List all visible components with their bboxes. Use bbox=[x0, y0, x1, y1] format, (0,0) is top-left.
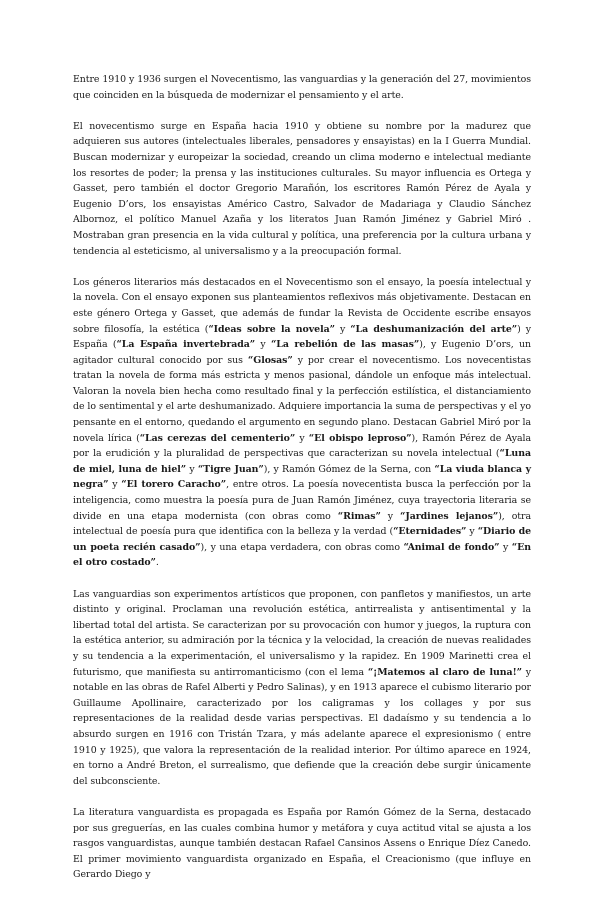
text-run: ), y Eugenio D’ors, un agitador cultural conocido por sus bbox=[73, 339, 531, 366]
text-run: Los géneros literarios más destacados en el Novecentismo son el ensayo, la poesía intelectual y la novela. Con el ensayo exponen sus planteamientos reflexivos más objetivamente. Destacan en este género Ortega y Gasset, que además de fundar la Revista de Occidente escribe ensayos sobre filosofía, la estética ( bbox=[73, 276, 531, 335]
bold-title: “¡Matemos al claro de luna!” bbox=[367, 666, 522, 678]
text-run: y bbox=[186, 463, 198, 475]
bold-title: “La España invertebrada” bbox=[116, 339, 256, 351]
paragraph-generos-literarios bbox=[73, 275, 531, 571]
bold-title: “La rebelión de las masas” bbox=[270, 339, 420, 351]
bold-title: “Jardines lejanos” bbox=[400, 510, 499, 522]
text-run: y bbox=[108, 479, 122, 491]
paragraph-novecentismo bbox=[73, 119, 531, 259]
text-run: ) y España ( bbox=[73, 323, 531, 351]
text-run: ), otra intelectual de poesía pura que identifica con la belleza y la verdad ( bbox=[73, 510, 531, 538]
text-run: y bbox=[255, 339, 271, 351]
bold-title: “Glosas” bbox=[247, 354, 293, 366]
text-run: ), y Ramón Gómez de la Serna, con bbox=[263, 463, 435, 475]
bold-title: “El torero Caracho” bbox=[121, 479, 227, 491]
bold-title: “Rimas” bbox=[337, 510, 381, 522]
document-body bbox=[73, 72, 531, 898]
text-run: y bbox=[380, 510, 401, 522]
text-run: El novecentismo surge en España hacia 1910 y obtiene su nombre por la madurez que adquieren sus autores (intelectuales liberales, pensadores y ensayistas) en la I Guerra Mundial. Buscan modernizar y europeizar la sociedad, creando un clima moderno e intelectual mediante los resortes de poder; la prensa y las instituciones culturales. Su mayor influencia es Ortega y Gasset, pero también el doctor Gregorio Marañón, los escritores Ramón Pérez de Ayala y Eugenio D’ors, los ensayistas Américo Castro, Salvador de Madariaga y Claudio Sánchez Albornoz, el político Manuel Azaña y los literatos Juan Ramón Jiménez y Gabriel Miró . Mostraban gran presencia en la vida cultural y política, una preferencia por la cultura urbana y tendencia al esteticismo, al universalismo y a la preocupación formal. bbox=[73, 120, 531, 257]
text-run: y por crear el novecentismo. Los novecentistas tratan la novela de forma más estricta y menos pasional, dándole un enfoque más intelectual. Valoran la novela bien hecha como resultado final y la perfección estilística, el distanciamiento de lo sentimental y el arte deshumanizado. Adquiere importancia la suma de perspectivas y el yo pensante en el entorno, quedando el argumento en segundo plano. Destacan Gabriel Miró por la novela lírica ( bbox=[73, 354, 531, 444]
text-run: ), y una etapa verdadera, con obras como bbox=[200, 541, 404, 553]
text-run: La literatura vanguardista es propagada es España por Ramón Gómez de la Serna, destacado por sus greguerías, en las cuales combina humor y metáfora y cuya actitud vital se ajusta a los rasgos vanguardistas, aunque también destacan Rafael Cansinos Assens o Enrique Díez Canedo. El primer movimiento vanguardista organizado en España, el Creacionismo (que influye en Gerardo Diego y bbox=[73, 806, 531, 881]
paragraph-literatura-vanguardista bbox=[73, 805, 531, 883]
bold-title: “Diario de un poeta recién casado” bbox=[73, 526, 532, 553]
text-run: , entre otros. La poesía novecentista busca la perfección por la inteligencia, como muestra la poesía pura de Juan Ramón Jiménez, cuya trayectoria literaria se divide en una etapa modernista (con obras como bbox=[73, 479, 531, 522]
text-run: y bbox=[466, 526, 478, 538]
paragraph-vanguardias bbox=[73, 587, 531, 790]
text-run: y bbox=[499, 541, 512, 553]
text-run: ), Ramón Pérez de Ayala por la erudición y la pluralidad de perspectivas que caracterizan su novela intelectual ( bbox=[73, 432, 531, 460]
text-run: y bbox=[334, 323, 351, 335]
bold-title: “Luna de miel, luna de hiel” bbox=[73, 448, 531, 475]
text-run: Entre 1910 y 1936 surgen el Novecentismo, las vanguardias y la generación del 27, movimientos que coinciden en la búsqueda de modernizar el pensamiento y el arte. bbox=[73, 74, 531, 101]
bold-title: “En el otro costado” bbox=[73, 541, 532, 569]
text-run: Las vanguardias son experimentos artísticos que proponen, con panfletos y manifiestos, un arte distinto y original. Proclaman una revolución estética, antirrealista y antisentimental y la libertad total del artista. Se caracterizan por su provocación con humor y juegos, la ruptura con la estética anterior, su admiración por la técnica y la velocidad, la creación de nuevas realidades y su tendencia a la experimentación, el universalismo y la rapidez. En 1909 Marinetti crea el futurismo, que manifiesta su antirromanticismo (con el lema bbox=[73, 588, 531, 678]
bold-title: “Las cerezas del cementerio” bbox=[139, 432, 296, 444]
bold-title: “Ideas sobre la novela” bbox=[208, 323, 335, 335]
bold-title: “Eternidades” bbox=[393, 526, 467, 538]
bold-title: “La viuda blanca y negra” bbox=[73, 463, 531, 491]
text-run: y bbox=[295, 432, 309, 444]
text-run: y notable en las obras de Rafel Alberti y Pedro Salinas), y en 1913 aparece el cubismo literario por Guillaume Apollinaire, caracterizado por los caligramas y los collages y por sus representaciones de la realidad desde varias perspectivas. El dadaísmo y su tendencia a lo absurdo surgen en 1916 con Tristán Tzara, y más adelante aparece el expresionismo ( entre 1910 y 1925), que valora la representación de la realidad interior. Por último aparece en 1924, en torno a André Breton, el surrealismo, que defiende que la creación debe surgir únicamente del subconsciente. bbox=[73, 666, 531, 787]
bold-title: “El obispo leproso” bbox=[308, 432, 412, 444]
bold-title: “Animal de fondo” bbox=[403, 541, 500, 553]
paragraph-intro bbox=[73, 72, 531, 103]
bold-title: “Tigre Juan” bbox=[197, 463, 264, 475]
text-run: . bbox=[155, 557, 159, 569]
bold-title: “La deshumanización del arte” bbox=[350, 323, 518, 335]
